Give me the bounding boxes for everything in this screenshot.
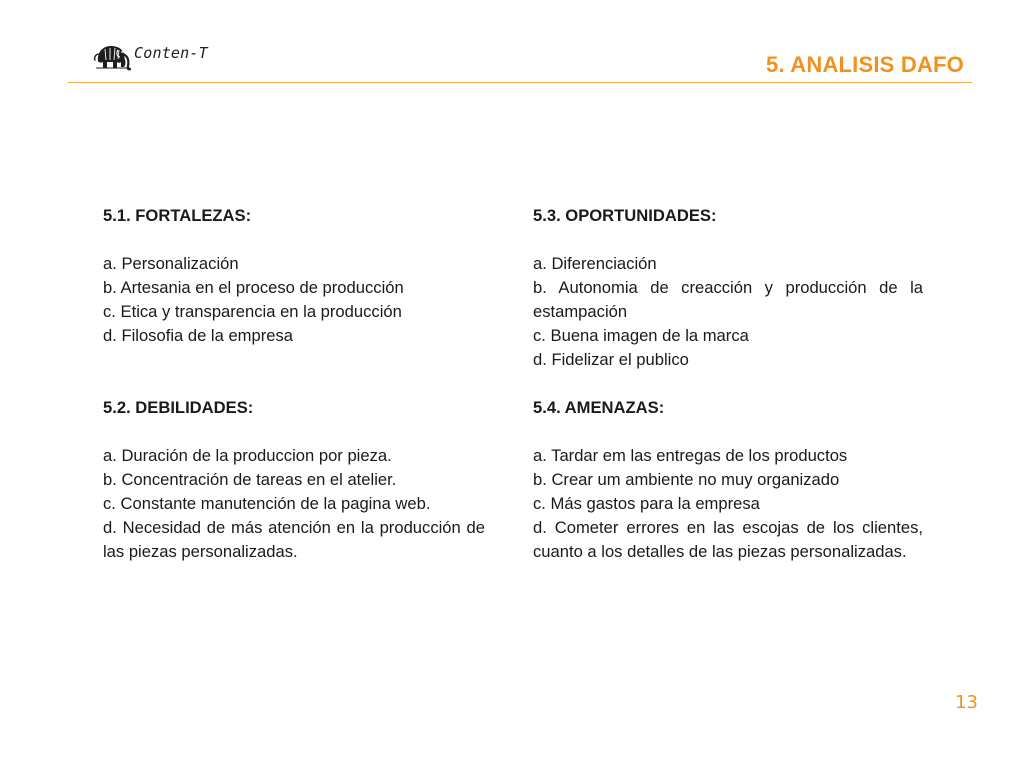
opportunities-item: c. Buena imagen de la marca: [533, 326, 749, 345]
strengths-item: c. Etica y transparencia en la producción: [103, 302, 402, 321]
strengths-item: a. Personalización: [103, 254, 239, 273]
left-column: [103, 204, 485, 564]
strengths-heading: 5.1. FORTALEZAS:: [103, 206, 252, 225]
threats-section: [533, 396, 923, 564]
weaknesses-item: c. Constante manutención de la pagina web.: [103, 494, 431, 513]
strengths-section: [103, 204, 485, 348]
threats-item: d. Cometer errores en las escojas de los clientes, cuanto a los detalles de las piezas personalizadas.: [533, 518, 923, 561]
threats-item: c. Más gastos para la empresa: [533, 494, 760, 513]
header-divider: [68, 82, 972, 83]
weaknesses-section: [103, 396, 485, 564]
opportunities-item: d. Fidelizar el publico: [533, 350, 689, 369]
threats-item: a. Tardar em las entregas de los productos: [533, 446, 848, 465]
opportunities-heading: 5.3. OPORTUNIDADES:: [533, 206, 717, 225]
weaknesses-item: d. Necesidad de más atención en la producción de las piezas personalizadas.: [103, 518, 485, 561]
right-column: [533, 204, 923, 564]
brand-logo: [92, 40, 208, 72]
logo-text: Conten-T: [134, 44, 208, 62]
opportunities-section: [533, 204, 923, 372]
weaknesses-item: a. Duración de la produccion por pieza.: [103, 446, 392, 465]
opportunities-item: a. Diferenciación: [533, 254, 657, 273]
elephant-icon: [92, 40, 132, 72]
page-number: 13: [955, 692, 978, 713]
threats-item: b. Crear um ambiente no muy organizado: [533, 470, 840, 489]
strengths-item: d. Filosofia de la empresa: [103, 326, 294, 345]
strengths-item: b. Artesania en el proceso de producción: [103, 278, 404, 297]
page-title: 5. ANALISIS DAFO: [766, 52, 964, 77]
weaknesses-item: b. Concentración de tareas en el atelier.: [103, 470, 397, 489]
opportunities-item: b. Autonomia de creacción y producción de la estampación: [533, 278, 923, 321]
weaknesses-heading: 5.2. DEBILIDADES:: [103, 398, 254, 417]
threats-heading: 5.4. AMENAZAS:: [533, 398, 665, 417]
